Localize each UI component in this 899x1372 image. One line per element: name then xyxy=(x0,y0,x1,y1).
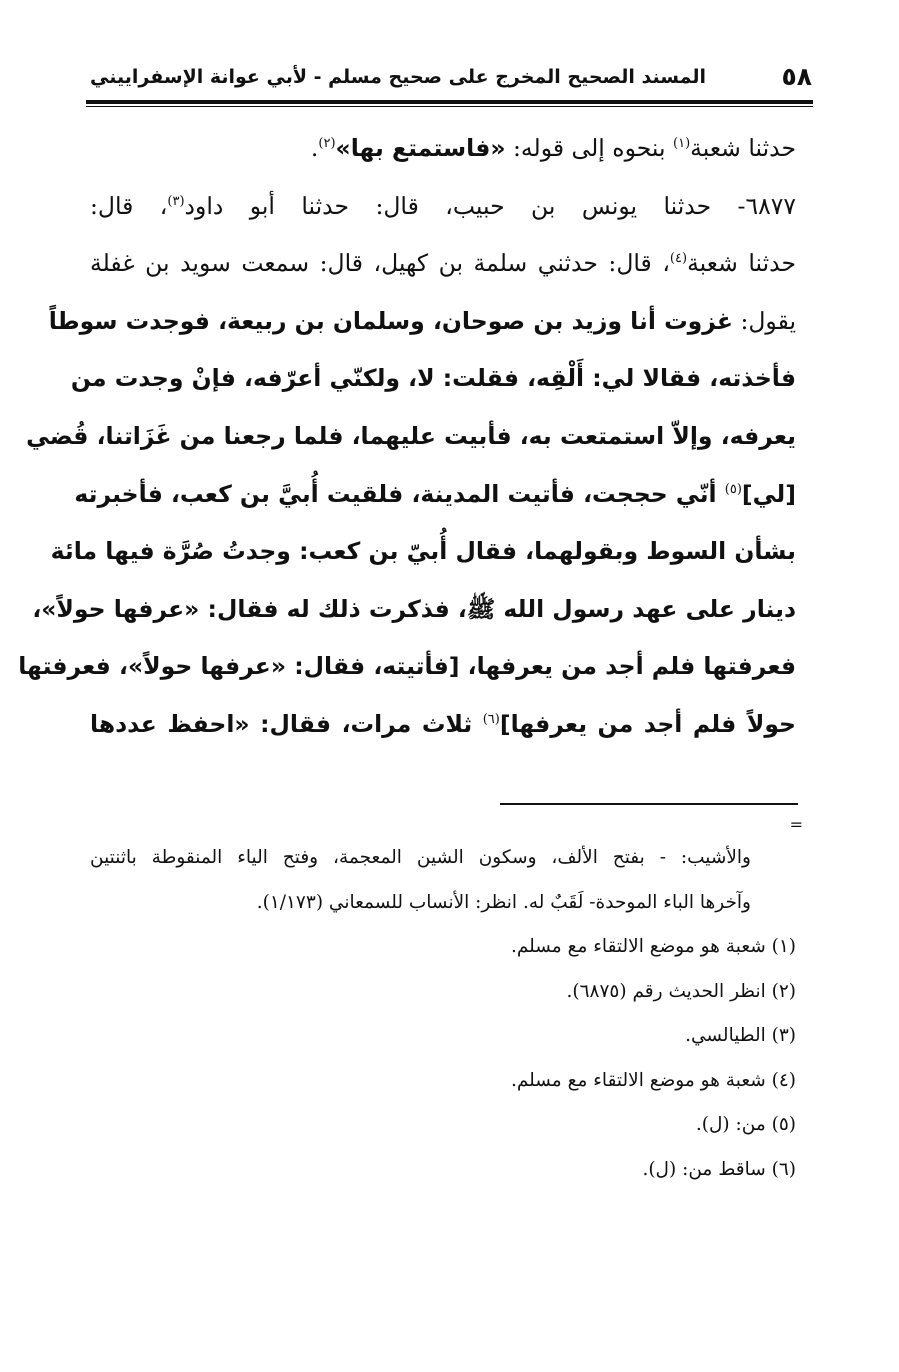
running-title: المسند الصحيح المخرج على صحيح مسلم - لأبي عوانة الإسفراييني xyxy=(90,66,706,88)
text-line-5: فأخذته، فقالا لي: أَلْقِه، فقلت: لا، ولكنّي أعرّفه، فإنْ وجدت من xyxy=(70,364,796,393)
footnote-continuation-line-2: وآخرها الباء الموحدة- لَقَبٌ له. انظر: الأنساب للسمعاني (١/١٧٣). xyxy=(256,891,751,913)
text-line-9: دينار على عهد رسول الله ﷺ، فذكرت ذلك له فقال: «عرفها حولاً»، xyxy=(32,594,796,623)
footnote-ref-5: (٥) xyxy=(724,481,742,497)
text-line-3: حدثنا شعبة$^{(٤)}$، قال: حدثني سلمة بن كهيل، قال: سمعت سويد بن غفلة xyxy=(90,249,796,278)
footnote-3: (٣) الطيالسي. xyxy=(685,1025,796,1046)
text-line-4: يقول: غزوت أنا وزيد بن صوحان، وسلمان بن ربيعة، فوجدت سوطاً xyxy=(48,306,796,335)
footnote-continuation-line-1: والأشيب: - بفتح الألف، وسكون الشين المعجمة، وفتح الياء المنقوطة باثنتين xyxy=(90,847,751,868)
page-number: ٥٨ xyxy=(781,62,812,91)
footnote-2: (٢) انظر الحديث رقم (٦٨٧٥). xyxy=(566,980,796,1002)
footnote-6: (٦) ساقط من: (ل). xyxy=(642,1158,796,1180)
footnote-ref-2: (٢) xyxy=(318,136,336,151)
header-rule-thin xyxy=(86,106,813,107)
text-line-8: بشأن السوط وبقولهما، فقال أُبيّ بن كعب: وجدتُ صُرَّة فيها مائة xyxy=(50,537,796,566)
footnote-5: (٥) من: (ل). xyxy=(695,1114,796,1135)
footnotes xyxy=(90,836,796,1192)
footnote-ref-1: (١) xyxy=(673,136,691,151)
footnote-1: (١) شعبة هو موضع الالتقاء مع مسلم. xyxy=(510,936,796,957)
text-line-11: حولاً فلم أجد من يعرفها]$^{(٦)}$ ثلاث مرات، فقال: «احفظ عددها xyxy=(90,709,796,738)
footnote-continuation-mark: = xyxy=(789,815,803,834)
text-line-7: [لي]$^{(٥)}$ أنّي حججت، فأتيت المدينة، فلقيت أُبيَّ بن كعب، فأخبرته xyxy=(74,479,796,508)
text-line-6: يعرفه، وإلاّ استمتعت به، فأبيت عليهما، فلما رجعنا من غَزَاتنا، قُضي xyxy=(26,421,796,450)
text-line-2: ٦٨٧٧- حدثنا يونس بن حبيب، قال: حدثنا أبو داود$^{(٣)}$، قال: xyxy=(90,191,796,220)
text-line-1: حدثنا شعبة$^{(١)}$ بنحوه إلى قوله: «فاستمتع بها»$^{(٢)}$. xyxy=(310,134,796,162)
header-rule-thick xyxy=(86,100,813,104)
footnote-ref-4: (٤) xyxy=(669,251,688,267)
text-line-10: فعرفتها فلم أجد من يعرفها، [فأتيته، فقال: «عرفها حولاً»، فعرفتها xyxy=(18,652,796,681)
footnote-separator xyxy=(500,803,798,805)
main-text xyxy=(18,120,796,754)
footnote-ref-3: (٣) xyxy=(167,193,185,209)
running-header xyxy=(88,62,812,98)
footnote-4: (٤) شعبة هو موضع الالتقاء مع مسلم. xyxy=(510,1069,796,1091)
footnote-ref-6: (٦) xyxy=(482,711,500,727)
